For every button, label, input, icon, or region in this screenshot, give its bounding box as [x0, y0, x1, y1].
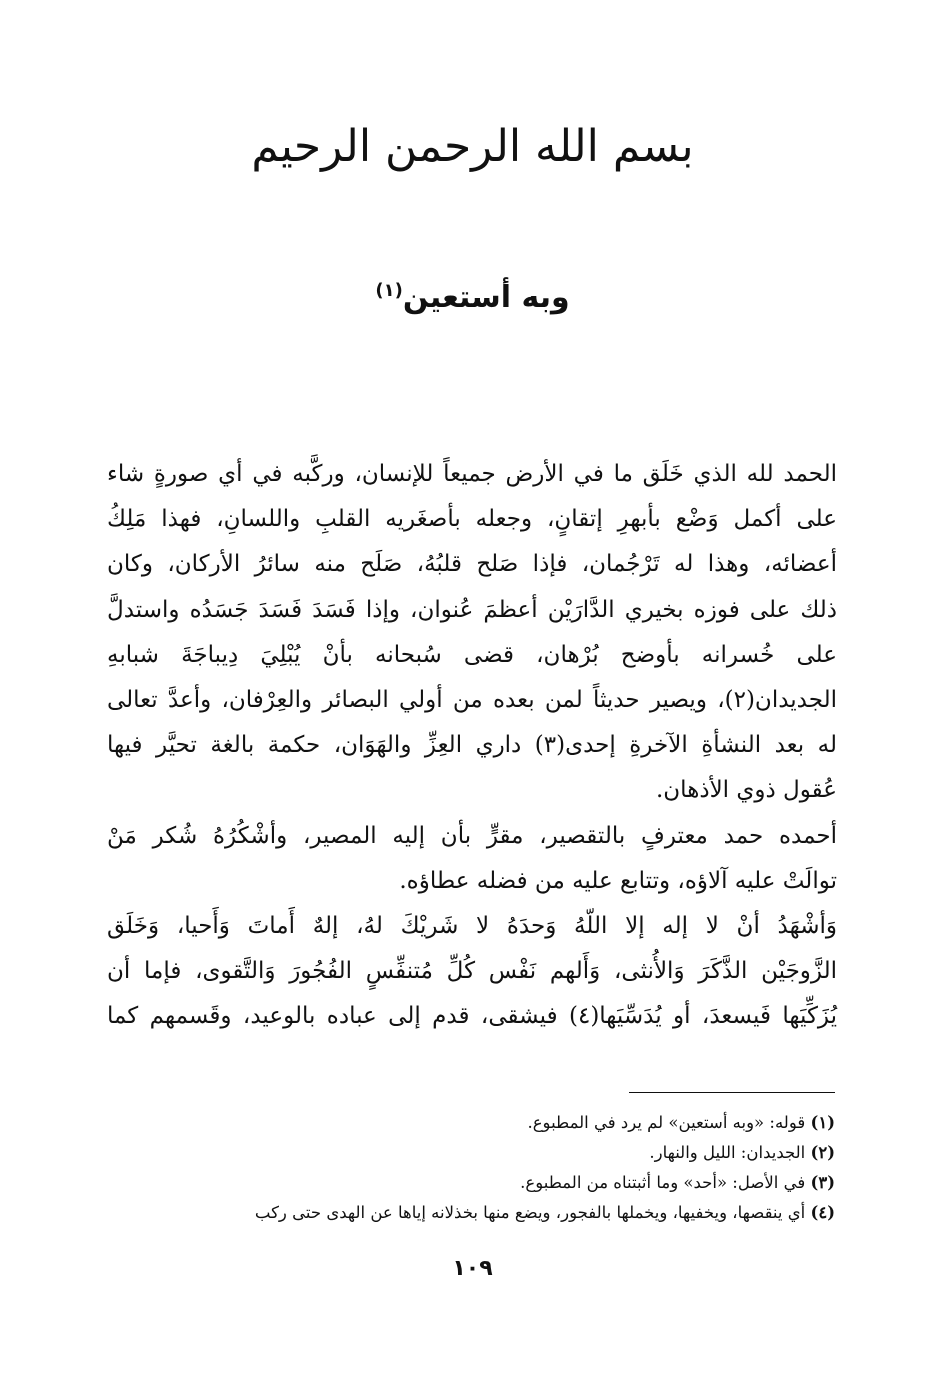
page-number: ١٠٩	[452, 1256, 493, 1281]
text-line: الحمد لله الذي خَلَق ما في الأرض جميعاً للإنسان، وركَّبه في أي صورةٍ شاء	[107, 461, 837, 487]
main-text	[107, 452, 837, 1040]
text-line: الجديدان(٢)، ويصير حديثاً لمن بعده من أولي البصائر والعِرْفان، وأعدَّ تعالى	[107, 687, 837, 714]
text-line: يُزَكِّيَها فَيسعدَ، أو يُدَسِّيَها(٤) فيشقى، قدم إلى عباده بالوعيد، وقَسمهم كما	[107, 1003, 837, 1030]
text-line: له بعد النشأةِ الآخرةِ إحدى(٣) داري العِزِّ والهَوَان، حكمة بالغة تحيَّر فيها	[107, 732, 837, 759]
text-line: عُقول ذوي الأذهان.	[655, 777, 837, 804]
text-line: أحمده حمد معترفٍ بالتقصير، مقرٍّ بأن إليه المصير، وأشْكُرُهُ شُكر مَنْ	[107, 822, 837, 849]
text-line: على خُسرانه بأوضح بُرْهان، قضى سُبحانه بأنْ يُبْلِيَ دِيباجَةَ شبابهِ	[107, 641, 837, 668]
footnote-number: (٢)	[810, 1143, 835, 1162]
heading-footnote-ref: (١)	[375, 280, 403, 301]
text-line: أعضائه، وهذا له تَرْجُمان، فإذا صَلح قلبُهُ، صَلَح منه سائرُ الأركان، وكان	[107, 551, 837, 578]
footnote-text: أي ينقصها، ويخفيها، ويخملها بالفجور، ويضع منها بخذلانه إياها عن الهدى حتى ركب	[254, 1203, 806, 1222]
text-line: ذلك على فوزه بخيري الدَّارَيْن أعظمَ عُنوان، وإذا فَسَدَ فَسَدَ جَسَدُه واستدلَّ	[107, 596, 837, 623]
footnote-4	[105, 1198, 835, 1228]
text-line: على أكمل وَضْع بأبهرِ إتقانٍ، وجعله بأصغَريه القلبِ واللسانِ، فهذا مَلِكُ	[107, 506, 837, 533]
footnote-number: (١)	[810, 1113, 835, 1132]
heading-text: وبه أستعين	[402, 280, 570, 315]
basmala-calligraphy: بسم الله الرحمن الرحيم	[251, 121, 694, 172]
footnote-text: قوله: «وبه أستعين» لم يرد في المطبوع.	[527, 1113, 806, 1132]
footnote-2	[105, 1138, 835, 1168]
footnote-number: (٤)	[810, 1203, 835, 1222]
footnote-3	[105, 1168, 835, 1198]
footnote-separator	[629, 1092, 835, 1093]
text-line: توالَتْ عليه آلاؤه، وتتابع عليه من فضله عطاؤه.	[399, 867, 837, 894]
text-line: وَأشْهَدُ أنْ لا إله إلا اللّهُ وَحدَهُ لا شَريْكَ لهُ، إلهٌ أَماتَ وَأَحيا، وَخَلَق	[107, 913, 837, 940]
paragraph-1	[107, 452, 837, 814]
paragraph-2	[107, 814, 837, 904]
footnote-1	[105, 1108, 835, 1138]
footnote-text: في الأصل: «أحد» وما أثبتناه من المطبوع.	[520, 1173, 806, 1192]
footnote-text: الجديدان: الليل والنهار.	[649, 1143, 806, 1162]
text-line: الزَّوجَيْن الذَّكَرَ وَالأُنثى، وَأَلهم نَفْس كُلِّ مُتنفِّسٍ الفُجُورَ وَالتَّقوى، فإما أن	[107, 958, 837, 985]
paragraph-3	[107, 904, 837, 1040]
footnote-number: (٣)	[810, 1173, 835, 1192]
section-heading	[0, 278, 945, 317]
footnotes	[105, 1108, 835, 1228]
